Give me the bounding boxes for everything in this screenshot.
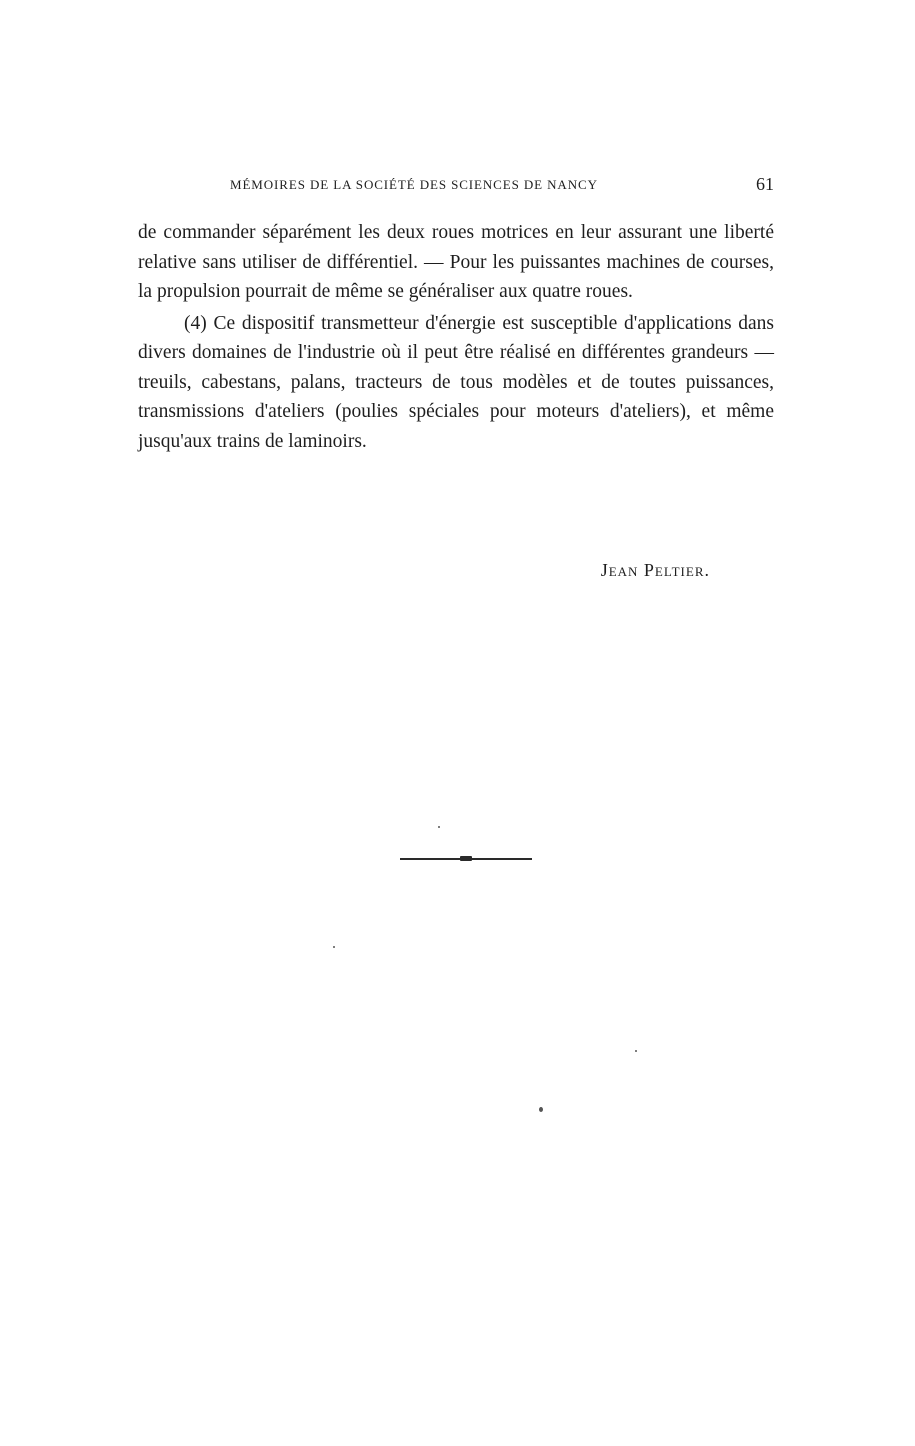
end-rule-ornament xyxy=(460,856,472,861)
print-speck xyxy=(438,826,440,828)
page-header xyxy=(138,174,774,196)
running-title: MÉMOIRES DE LA SOCIÉTÉ DES SCIENCES DE NANCY xyxy=(230,177,598,192)
body-text xyxy=(138,218,774,456)
paragraph-2: (4) Ce dispositif transmetteur d'énergie est susceptible d'applications dans divers domaines de l'industrie où il peut être réalisé en différentes grandeurs — treuils, cabestans, palans, tracteurs de tous modèles et de toutes puissances, transmissions d'ateliers (poulies spéciales pour moteurs d'ateliers), et même jusqu'aux trains de laminoirs. xyxy=(138,312,774,452)
page-number: 61 xyxy=(756,174,774,194)
print-speck xyxy=(333,946,335,948)
print-speck xyxy=(635,1050,637,1052)
author-signature: Jean Peltier. xyxy=(600,560,710,580)
print-speck xyxy=(539,1107,543,1112)
paragraph-1: de commander séparément les deux roues motrices en leur assurant une liberté relative sans utiliser de différentiel. — Pour les puissantes machines de courses, la propulsion pourrait de même se généraliser aux quatre roues. xyxy=(138,222,774,302)
end-rule-divider xyxy=(400,858,532,860)
